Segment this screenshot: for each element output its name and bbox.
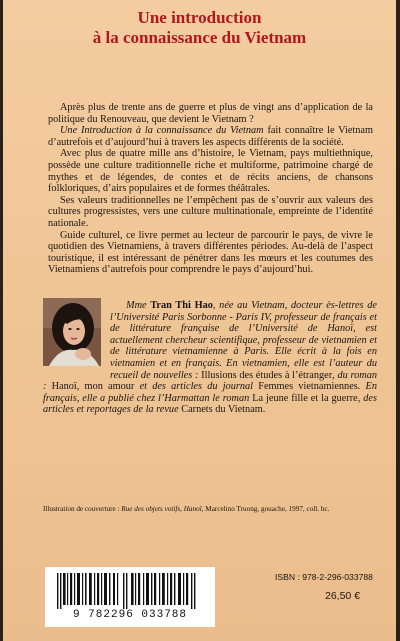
blurb-paragraph [48, 230, 373, 276]
blurb-text: Avec plus de quatre mille ans d’histoire, le Vietnam, pays multiethnique, possède une culture traditionnelle riche et multiforme, patrimoine chargé de mythes et de légendes, de contes et de récits anciens, de chansons folkloriques, d’airs populaires et de formes théâtrales. [48, 148, 373, 195]
book-title [3, 8, 396, 48]
barcode-digits: 9 782296 033788 [72, 609, 188, 621]
blurb [48, 102, 373, 276]
bio-indent [110, 300, 126, 311]
barcode [45, 567, 215, 627]
blurb-paragraph [48, 102, 373, 125]
bio-work-title: Illusions des études à l’étranger [201, 369, 333, 381]
bio-prefix: Mme [126, 300, 151, 311]
book-title-line2: à la connaissance du Vietnam [92, 28, 307, 47]
author-name: Tran Thi Hao [150, 300, 213, 311]
bio-work-title: La jeune fille et la guerre [252, 392, 358, 404]
bio-text: . [262, 404, 266, 416]
blurb-book-title: Une Introduction à la connaissance du Vietnam [60, 125, 264, 137]
blurb-paragraph [48, 148, 373, 194]
barcode-bars-icon [55, 573, 205, 609]
author-portrait-icon [43, 298, 101, 366]
bio-text: , des articles et reportages de la revue [43, 392, 377, 416]
author-photo [43, 298, 101, 366]
isbn: ISBN : 978-2-296-033788 [275, 572, 373, 582]
blurb-text: Après plus de trente ans de guerre et plus de vingt ans d’application de la politique du Renouveau, que devient le Vietnam ? [48, 102, 373, 125]
credit-work: Rue des objets votifs, Hanoï [121, 505, 202, 513]
blurb-text: fait connaître le Vietnam d’autrefois et d’aujourd’hui à travers les aspects différents de la société. [48, 125, 373, 148]
blurb-paragraph [48, 125, 373, 148]
bio-text: , née au Vietnam, docteur ès-lettres de l’Université Paris Sorbonne - Paris IV, professeur de français et de littérature française de l’Université de Hanoï, est actuellement chercheur scientifique, professeur de vietnamien et de littérature vietnamienne à Paris. Elle écrit à la fois en vietnamien et en français. En vietnamien, elle est l’auteur du recueil de nouvelles : [110, 300, 377, 381]
blurb-text: Guide culturel, ce livre permet au lecteur de parcourir le pays, de vivre le quotidien des Vietnamiens, à travers différentes périodes. Au-delà de l’aspect touristique, il est intéressant de pénétrer dans les mœurs et les coutumes des Vietnamiens d’autrefois pour comprendre le pays d’aujourd’hui. [48, 229, 373, 276]
bio-work-title: Hanoï, mon amour [51, 381, 135, 393]
bio-work-title: Carnets du Vietnam [181, 404, 263, 416]
book-title-line1: Une introduction [137, 8, 262, 27]
credit-details: , Marcelino Truong, gouache, 1997, coll. hc. [201, 505, 330, 513]
bio-work-title: Femmes vietnamiennes [258, 381, 358, 393]
bio-text: , du roman : [43, 369, 377, 393]
blurb-text: Ses valeurs traditionnelles ne l’empêchent pas de s’ouvrir aux valeurs des cultures progressistes, vers une culture multinationale, empreinte de l’identité nationale. [48, 194, 373, 229]
cover-right-edge [396, 0, 400, 641]
bio-text: et des articles du journal [134, 381, 259, 393]
blurb-paragraph [48, 195, 373, 230]
bio-text: . En français, elle a publié chez l’Harmattan le roman [43, 381, 377, 404]
price: 26,50 € [325, 590, 361, 602]
cover-illustration-credit [43, 504, 368, 514]
credit-label: Illustration de couverture : [43, 505, 122, 513]
back-cover [3, 0, 396, 641]
